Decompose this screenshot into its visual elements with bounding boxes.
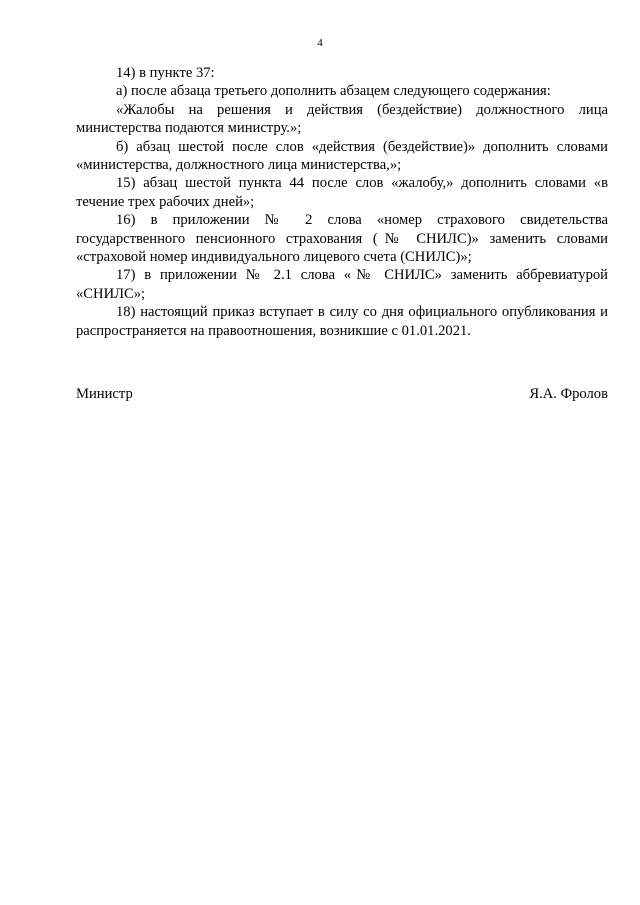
signature-block xyxy=(76,385,608,405)
paragraph-subitem-a: а) после абзаца третьего дополнить абзацем следующего содержания: xyxy=(116,83,551,100)
paragraph-item-14: 14) в пункте 37: xyxy=(116,65,215,81)
signatory-name: Я.А. Фролов xyxy=(529,386,608,402)
paragraph-item-15: 15) абзац шестой пункта 44 после слов «жалобу,» дополнить словами «в течение трех рабочих дней»; xyxy=(76,175,608,210)
document-body xyxy=(76,64,608,340)
paragraph-subitem-b: б) абзац шестой после слов «действия (бездействие)» дополнить словами «министерства, должностного лица министерства,»; xyxy=(76,138,608,174)
page-number: 4 xyxy=(317,37,323,49)
paragraph-item-18: 18) настоящий приказ вступает в силу со дня официального опубликования и распространяется на правоотношения, возникшие с 01.01.2021. xyxy=(76,304,608,339)
paragraph-quote-complaints: «Жалобы на решения и действия (бездействие) должностного лица министерства подаются министру.»; xyxy=(76,101,608,137)
paragraph-item-16: 16) в приложении № 2 слова «номер страхового свидетельства государственного пенсионного страхования (№ СНИЛС)» заменить словами «страховой номер индивидуального лицевого счета (СНИЛС)»; xyxy=(76,212,608,266)
paragraph-item-17: 17) в приложении № 2.1 слова «№ СНИЛС» заменить аббревиатурой «СНИЛС»; xyxy=(76,267,608,302)
signatory-position: Министр xyxy=(76,386,133,402)
